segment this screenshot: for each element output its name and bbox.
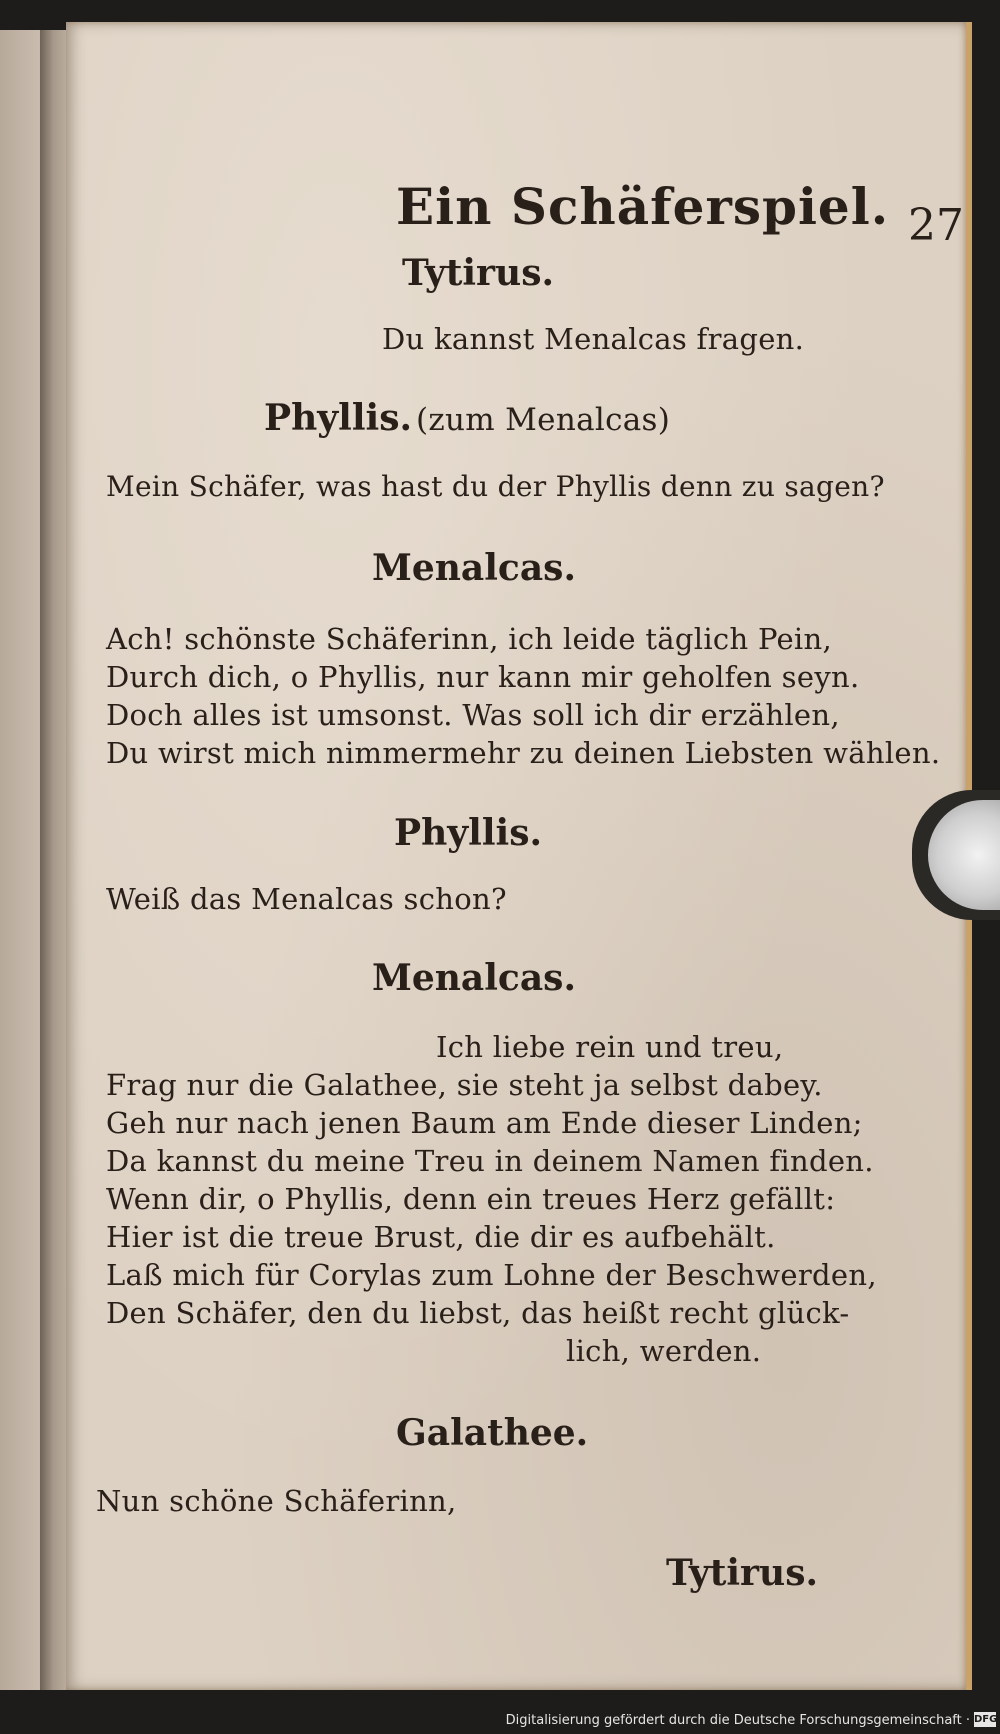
book-page (66, 22, 972, 1690)
dfg-logo-icon: DFG (974, 1714, 998, 1725)
running-head: Ein Schäferspiel. (396, 177, 890, 236)
footer-credit: Digitalisierung gefördert durch die Deutsche Forschungsgemeinschaft · (505, 1713, 970, 1728)
speaker-menalcas: Menalcas. (372, 957, 576, 999)
verse-line: Den Schäfer, den du liebst, das heißt recht glück- (106, 1296, 850, 1330)
speaker-phyllis: Phyllis. (394, 812, 542, 854)
verse-line: Du wirst mich nimmermehr zu deinen Liebsten wählen. (106, 736, 941, 770)
verse-line: Wenn dir, o Phyllis, denn ein treues Herz gefällt: (106, 1182, 836, 1216)
catchword: Tytirus. (666, 1552, 818, 1594)
verse-line: Nun schöne Schäferinn, (96, 1484, 457, 1518)
stage-direction: (zum Menalcas) (416, 402, 671, 438)
speaker-menalcas: Menalcas. (372, 547, 576, 589)
speaker-phyllis: Phyllis. (264, 397, 412, 439)
verse-line: Geh nur nach jenen Baum am Ende dieser Linden; (106, 1106, 863, 1140)
verse-line: Durch dich, o Phyllis, nur kann mir geholfen seyn. (106, 660, 860, 694)
verse-line: Laß mich für Corylas zum Lohne der Beschwerden, (106, 1258, 877, 1292)
verse-line: Hier ist die treue Brust, die dir es aufbehält. (106, 1220, 776, 1254)
verse-line: Mein Schäfer, was hast du der Phyllis denn zu sagen? (106, 470, 885, 503)
verse-line: Ach! schönste Schäferinn, ich leide täglich Pein, (106, 622, 832, 656)
verse-line: Da kannst du meine Treu in deinem Namen finden. (106, 1144, 874, 1178)
verse-line: Weiß das Menalcas schon? (106, 882, 507, 916)
speaker-galathee: Galathee. (396, 1412, 589, 1454)
verse-line: Ich liebe rein und treu, (436, 1030, 784, 1064)
verse-line: lich, werden. (566, 1334, 762, 1368)
verse-line: Du kannst Menalcas fragen. (382, 322, 805, 356)
verse-line: Frag nur die Galathee, sie steht ja selbst dabey. (106, 1068, 823, 1102)
footer-bar (0, 1704, 1000, 1734)
speaker-tytirus: Tytirus. (402, 252, 554, 294)
verse-line: Doch alles ist umsonst. Was soll ich dir erzählen, (106, 698, 840, 732)
page-number: 27 (908, 200, 964, 251)
